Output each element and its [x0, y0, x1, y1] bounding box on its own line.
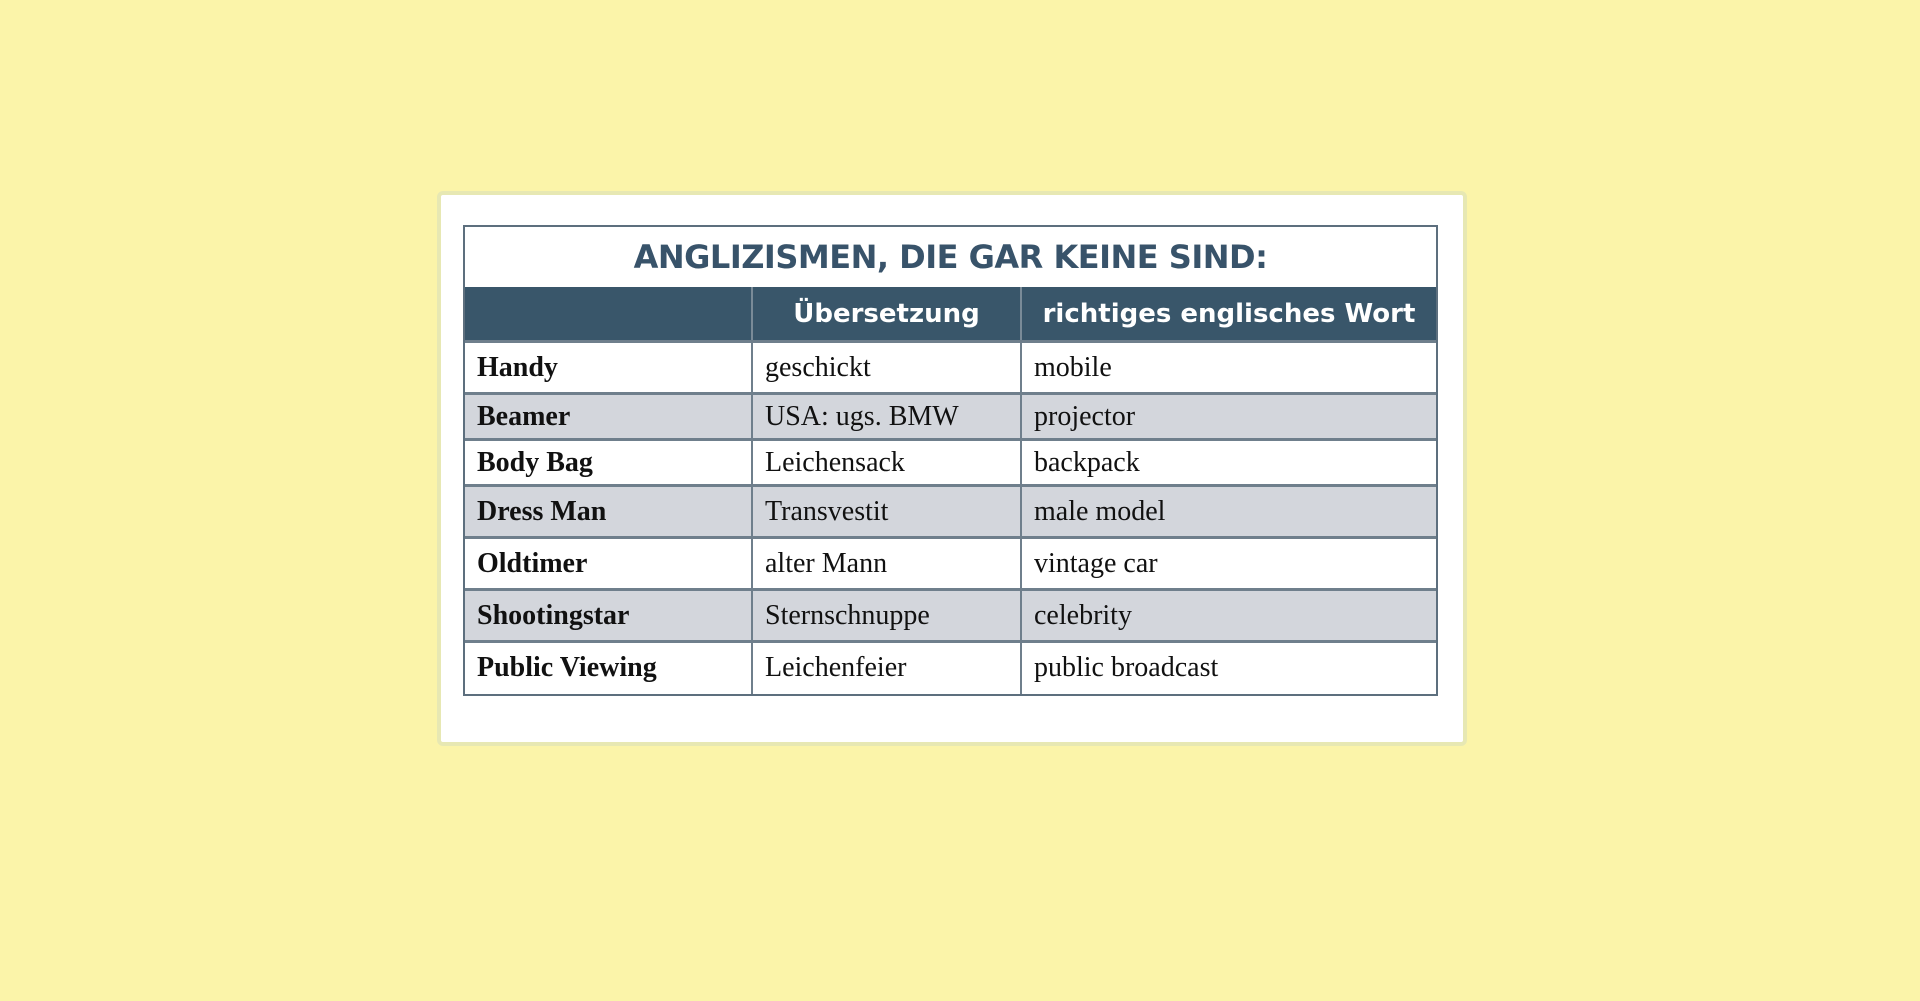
translation-cell: geschickt [752, 342, 1021, 394]
english-word-cell: mobile [1021, 342, 1436, 394]
table-row [465, 486, 1436, 538]
term-cell: Dress Man [465, 486, 752, 538]
header-translation: Übersetzung [752, 287, 1021, 342]
term-cell: Public Viewing [465, 642, 752, 694]
term-cell: Handy [465, 342, 752, 394]
table-row [465, 440, 1436, 486]
table-row [465, 342, 1436, 394]
english-word-cell: public broadcast [1021, 642, 1436, 694]
translation-cell: Leichenfeier [752, 642, 1021, 694]
anglicisms-table [463, 225, 1438, 696]
translation-cell: Sternschnuppe [752, 590, 1021, 642]
english-word-cell: backpack [1021, 440, 1436, 486]
header-row [465, 287, 1436, 342]
table-row [465, 642, 1436, 694]
table-card [437, 191, 1467, 746]
translation-cell: alter Mann [752, 538, 1021, 590]
english-word-cell: vintage car [1021, 538, 1436, 590]
table-row [465, 394, 1436, 440]
table-row [465, 538, 1436, 590]
vocabulary-table [465, 287, 1436, 694]
header-term [465, 287, 752, 342]
translation-cell: Leichensack [752, 440, 1021, 486]
header-english-word: richtiges englisches Wort [1021, 287, 1436, 342]
table-title: ANGLIZISMEN, DIE GAR KEINE SIND: [465, 227, 1436, 287]
term-cell: Oldtimer [465, 538, 752, 590]
table-row [465, 590, 1436, 642]
term-cell: Body Bag [465, 440, 752, 486]
english-word-cell: male model [1021, 486, 1436, 538]
term-cell: Shootingstar [465, 590, 752, 642]
english-word-cell: celebrity [1021, 590, 1436, 642]
translation-cell: Transvestit [752, 486, 1021, 538]
term-cell: Beamer [465, 394, 752, 440]
english-word-cell: projector [1021, 394, 1436, 440]
translation-cell: USA: ugs. BMW [752, 394, 1021, 440]
